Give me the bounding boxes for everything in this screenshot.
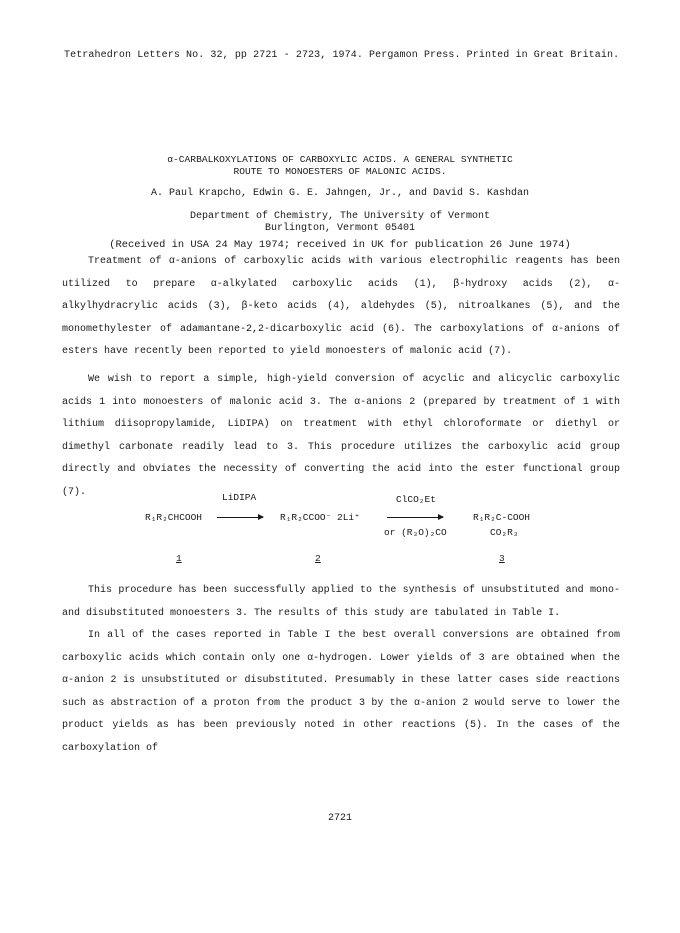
paragraph-discussion: In all of the cases reported in Table I the best overall conversions are obtained from carboxylic acids which contain only one α-hydrogen. Lower yields of 3 are obtained when the α-anion 2 is unsubstituted or disubstituted. Presumably in these latter cases side reactions such as abstraction of a proton from the product 3 by the α-anion 2 would serve to lower the product yields as has been previously noted in other reactions (5). In the cases of the carboxylation of xyxy=(62,630,620,754)
reaction-arrow-2 xyxy=(387,517,443,518)
reaction-arrow-1 xyxy=(217,517,263,518)
affiliation-line1: Department of Chemistry, The University of Vermont xyxy=(189,211,491,222)
product-formula: R₁R₂C-COOH xyxy=(473,512,531,523)
reagent-carbonate: or (R₃O)₂CO xyxy=(384,527,447,538)
article-title-line2: ROUTE TO MONOESTERS OF MALONIC ACIDS. xyxy=(233,166,447,177)
affiliation-line2: Burlington, Vermont 05401 xyxy=(264,223,416,234)
intermediate-formula: R₁R₂CCOO⁻ 2Li⁺ xyxy=(280,512,360,523)
paragraph-introduction: Treatment of α-anions of carboxylic acids with various electrophilic reagents has been utilized to prepare α-alkylated carboxylic acids (1), β-hydroxy acids (2), α-alkylhydracrylic acids (3), β-keto acids (4), aldehydes (5), nitroalkanes (5), and the monomethylester of adamantane-2,2-dicarboxylic acid (6). The carboxylations of α-anions of esters have recently been reported to yield monoesters of malonic acid (7). xyxy=(62,256,620,358)
author-list: A. Paul Krapcho, Edwin G. E. Jahngen, Jr., and David S. Kashdan xyxy=(150,188,530,199)
page-number: 2721 xyxy=(327,813,352,824)
reagent-ethyl-chloroformate: ClCO₂Et xyxy=(396,494,436,505)
paragraph-results: This procedure has been successfully applied to the synthesis of unsubstituted and mono- and disubstituted monoesters 3. The results of this study are tabulated in Table I. xyxy=(62,585,620,619)
compound-label-2: 2 xyxy=(315,553,321,564)
received-dates: (Received in USA 24 May 1974; received in UK for publication 26 June 1974) xyxy=(109,239,571,251)
paragraph-report: We wish to report a simple, high-yield conversion of acyclic and alicyclic carboxylic acids 1 into monoesters of malonic acid 3. The α-anions 2 (prepared by treatment of 1 with lithium diisopropylamide, LiDIPA) on treatment with ethyl chloroformate or diethyl or dimethyl carbonate readily lead to 3. This procedure utilizes the carboxylic acid group directly and obviates the necessity of converting the acid into the ester functional group (7). xyxy=(62,374,620,498)
reactant-formula: R₁R₂CHCOOH xyxy=(145,512,203,523)
reagent-lidipa: LiDIPA xyxy=(222,492,257,503)
article-title-line1: α-CARBALKOXYLATIONS OF CARBOXYLIC ACIDS. A GENERAL SYNTHETIC xyxy=(167,154,513,165)
reaction-scheme xyxy=(0,490,680,580)
compound-label-1: 1 xyxy=(176,553,182,564)
compound-label-3: 3 xyxy=(499,553,505,564)
product-ester-group: CO₂R₃ xyxy=(490,527,519,538)
journal-citation-header: Tetrahedron Letters No. 32, pp 2721 - 2723, 1974. Pergamon Press. Printed in Great Britain. xyxy=(64,50,620,61)
